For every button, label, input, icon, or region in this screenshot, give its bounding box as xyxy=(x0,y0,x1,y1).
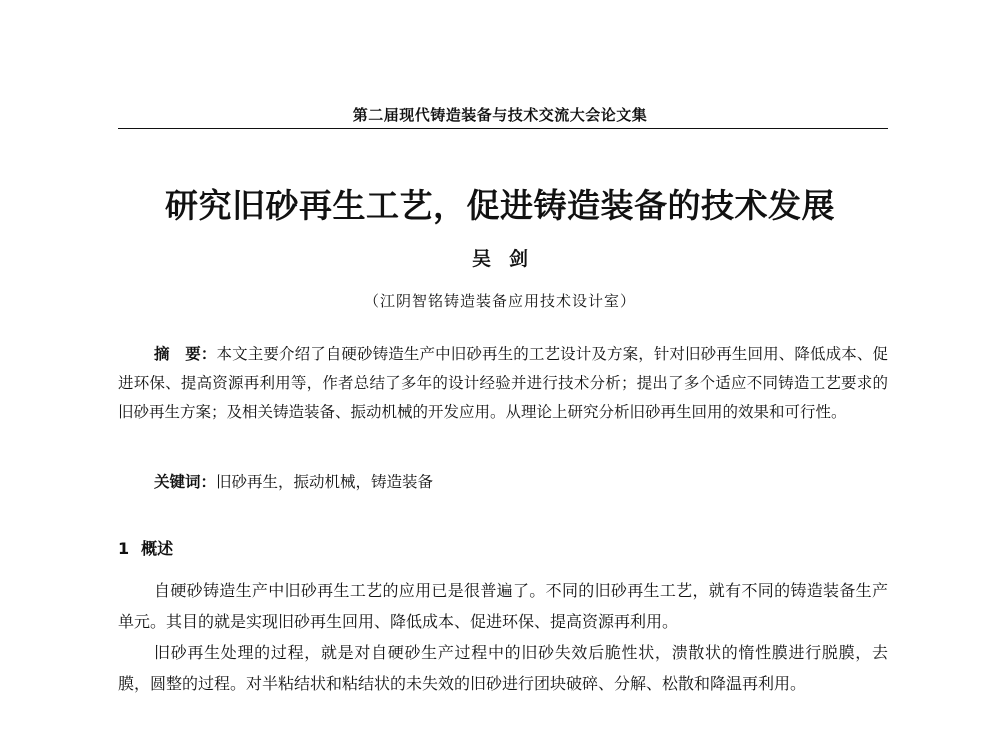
keywords-text: 旧砂再生，振动机械，铸造装备 xyxy=(216,473,434,491)
author-name: 吴剑 xyxy=(471,248,546,270)
section-heading xyxy=(118,537,173,561)
body-paragraph-2: 旧砂再生处理的过程，就是对自硬砂生产过程中的旧砂失效后脆性状，溃散状的惰性膜进行脱膜，去膜，圆整的过程。对半粘结状和粘结状的未失效的旧砂进行团块破碎、分解、松散和降温再利用。 xyxy=(118,643,888,693)
abstract-label: 摘 要： xyxy=(154,345,217,363)
abstract xyxy=(118,340,888,427)
header-rule xyxy=(118,128,888,129)
article-title: 研究旧砂再生工艺，促进铸造装备的技术发展 xyxy=(165,186,835,225)
keywords xyxy=(154,468,888,497)
author-affiliation: （江阴智铭铸造装备应用技术设计室） xyxy=(363,292,636,310)
keywords-label: 关键词： xyxy=(154,473,217,491)
section-number: 1 xyxy=(118,539,130,558)
abstract-text: 本文主要介绍了自硬砂铸造生产中旧砂再生的工艺设计及方案，针对旧砂再生回用、降低成本、促进环保、提高资源再利用等，作者总结了多年的设计经验并进行技术分析；提出了多个适应不同铸造工艺要求的旧砂再生方案；及相关铸造装备、振动机械的开发应用。从理论上研究分析旧砂再生回用的效果和可行性。 xyxy=(118,345,888,421)
body-paragraph-1: 自硬砂铸造生产中旧砂再生工艺的应用已是很普遍了。不同的旧砂再生工艺，就有不同的铸造装备生产单元。其目的就是实现旧砂再生回用、降低成本、促进环保、提高资源再利用。 xyxy=(118,581,888,631)
section-title: 概述 xyxy=(141,539,174,558)
running-header: 第二届现代铸造装备与技术交流大会论文集 xyxy=(352,106,648,124)
